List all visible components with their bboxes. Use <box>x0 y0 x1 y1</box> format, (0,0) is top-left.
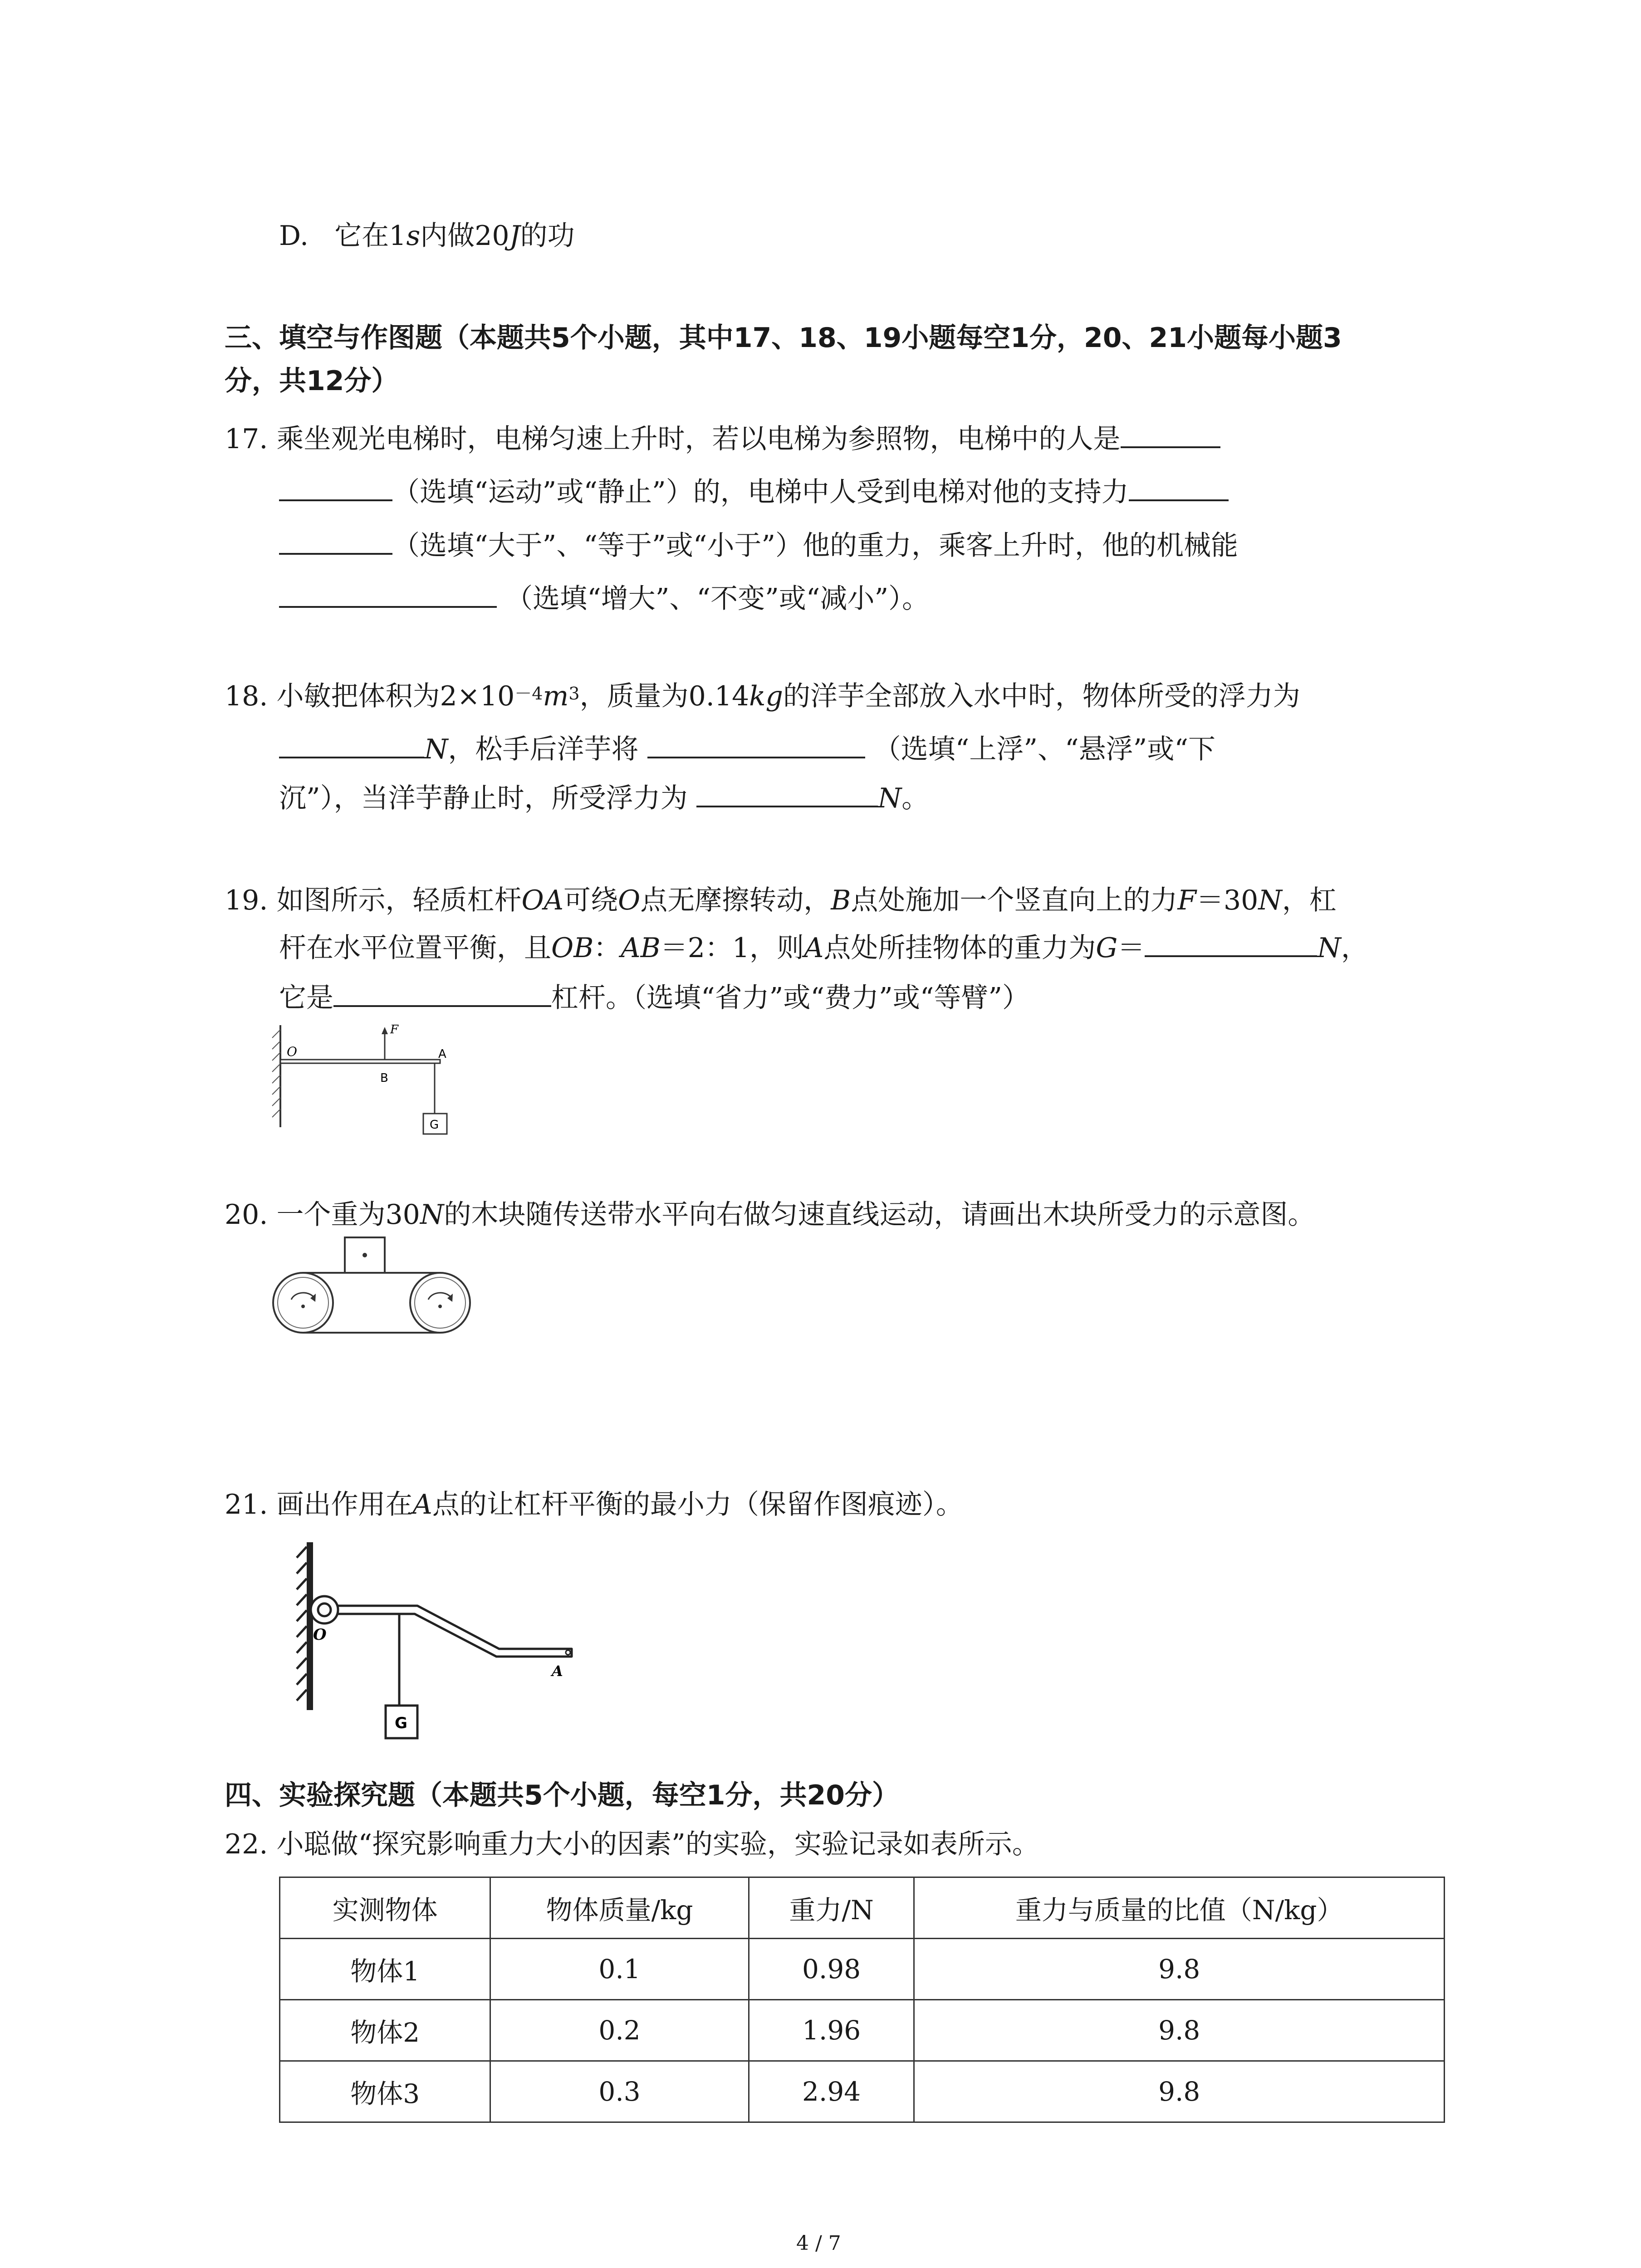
q22-line: 22. 小聪做“探究影响重力大小的因素”的实验，实验记录如表所示。 <box>225 1828 1039 1860</box>
q18-line3: 沉”），当洋芋静止时，所受浮力为 N。 <box>279 780 929 816</box>
q17-blank-1-cont[interactable] <box>279 474 392 501</box>
q18-blank-2[interactable] <box>647 731 865 758</box>
q19-lever-figure <box>268 1016 467 1152</box>
table-row <box>280 2000 1445 2061</box>
q19-fig-label-g: G <box>430 1118 439 1132</box>
q19-fig-label-o: O <box>287 1044 297 1059</box>
q19-fig-label-f: F <box>390 1023 399 1036</box>
q18-number: 18. <box>225 680 268 712</box>
q19-blank-2[interactable] <box>333 980 551 1007</box>
q22-number: 22. <box>225 1828 268 1860</box>
q19-blank-1[interactable] <box>1145 930 1317 957</box>
section-4-heading: 四、实验探究题（本题共5个小题，每空1分，共20分） <box>225 1779 899 1811</box>
q18-blank-1[interactable] <box>279 731 424 758</box>
q17-line2: （选填“运动”或“静止”）的，电梯中人受到电梯对他的支持力 <box>279 474 1229 510</box>
table-cell: 物体3 <box>280 2061 490 2122</box>
q17-blank-2-cont[interactable] <box>279 528 392 555</box>
table-cell: 物体2 <box>280 2000 490 2061</box>
table-cell: 9.8 <box>914 2000 1445 2061</box>
q17-blank-1[interactable] <box>1121 421 1220 448</box>
table-header-cell: 实测物体 <box>280 1877 490 1939</box>
q19-fig-label-a: A <box>438 1047 446 1061</box>
q19-line1: 19. 如图所示，轻质杠杆OA可绕O点无摩擦转动，B点处施加一个竖直向上的力F＝30N，杠 <box>225 885 1337 916</box>
table-cell: 0.1 <box>490 1939 749 2000</box>
q17-blank-3[interactable] <box>279 581 497 608</box>
table-row <box>280 2061 1445 2122</box>
table-cell: 0.98 <box>749 1939 914 2000</box>
q19-line2: 杆在水平位置平衡，且OB：AB＝2：1，则A点处所挂物体的重力为G＝ N， <box>279 930 1368 966</box>
q22-data-table <box>279 1877 1445 2123</box>
q21-fig-label-o: O <box>313 1626 327 1644</box>
q20-number: 20. <box>225 1199 268 1231</box>
section-3-heading-line1: 三、填空与作图题（本题共5个小题，其中17、18、19小题每空1分，20、21小题每小题3 <box>225 322 1342 354</box>
page-number: 4 / 7 <box>796 2232 841 2255</box>
table-cell: 1.96 <box>749 2000 914 2061</box>
table-cell: 2.94 <box>749 2061 914 2122</box>
q21-number: 21. <box>225 1489 268 1520</box>
q19-number: 19. <box>225 885 268 916</box>
q21-bent-lever-figure <box>277 1538 585 1751</box>
q21-fig-label-g: G <box>395 1714 407 1732</box>
table-row <box>280 1939 1445 2000</box>
q19-fig-label-b: B <box>380 1071 388 1085</box>
table-cell: 9.8 <box>914 1939 1445 2000</box>
q17-blank-2[interactable] <box>1129 474 1229 501</box>
q17-line4: （选填“增大”、“不变”或“减小”）。 <box>279 581 929 617</box>
q18-blank-3[interactable] <box>696 780 878 807</box>
table-header-row <box>280 1877 1445 1939</box>
q17-number: 17. <box>225 423 268 455</box>
q18-line1: 18. 小敏把体积为$2\times 10^{-4}m^3$，质量为0.14kg的洋芋全部放入水中时，物体所受的浮力为 <box>225 680 1300 712</box>
table-cell: 9.8 <box>914 2061 1445 2122</box>
q17-line3: （选填“大于”、“等于”或“小于”）他的重力，乘客上升时，他的机械能 <box>279 528 1238 564</box>
table-header-cell: 物体质量/kg <box>490 1877 749 1939</box>
option-d: D. 它在1s内做20J的功 <box>279 220 575 252</box>
q20-line: 20. 一个重为30N的木块随传送带水平向右做匀速直线运动，请画出木块所受力的示意图。 <box>225 1199 1315 1231</box>
section-3-heading-line2: 分，共12分） <box>225 365 399 397</box>
q21-fig-label-a: A <box>552 1662 563 1680</box>
table-cell: 0.2 <box>490 2000 749 2061</box>
q19-line3: 它是 杠杆。（选填“省力”或“费力”或“等臂”） <box>279 980 1029 1016</box>
table-header-cell: 重力/N <box>749 1877 914 1939</box>
table-cell: 0.3 <box>490 2061 749 2122</box>
table-cell: 物体1 <box>280 1939 490 2000</box>
q21-line: 21. 画出作用在A点的让杠杆平衡的最小力（保留作图痕迹）。 <box>225 1489 963 1520</box>
table-header-cell: 重力与质量的比值（N/kg） <box>914 1877 1445 1939</box>
q17-line1: 17. 乘坐观光电梯时，电梯匀速上升时，若以电梯为参照物，电梯中的人是 <box>225 421 1220 457</box>
q20-conveyor-figure <box>272 1234 472 1343</box>
q18-line2: N，松手后洋芋将 （选填“上浮”、“悬浮”或“下 <box>279 731 1215 767</box>
